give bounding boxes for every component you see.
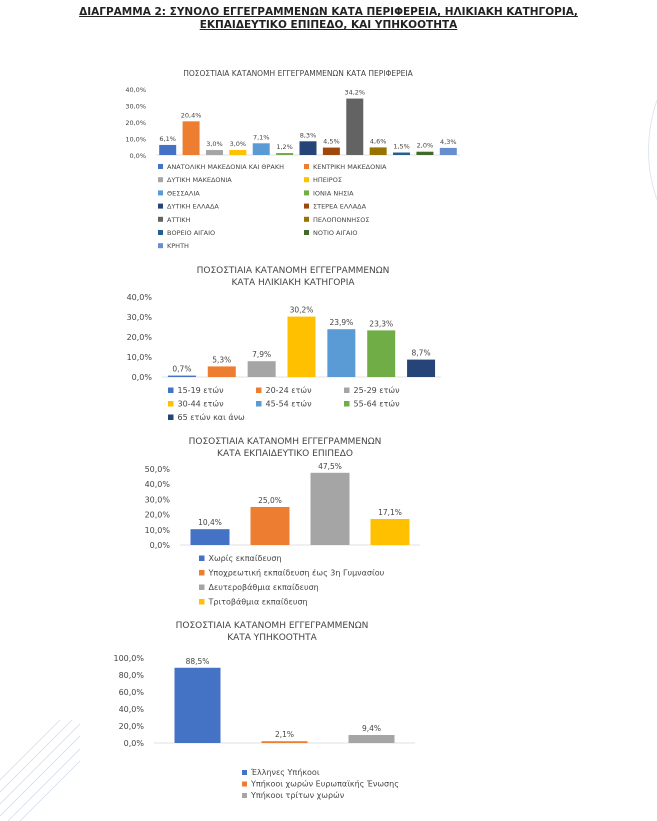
legend-swatch [304, 190, 309, 195]
chart-subtitle: ΚΑΤΑ ΕΚΠΑΙΔΕΥΤΙΚΟ ΕΠΙΠΕΔΟ [217, 449, 353, 459]
legend-entry: Χωρίς εκπαίδευση [208, 554, 282, 563]
legend-entry: Υπήκοοι τρίτων χωρών [251, 791, 345, 800]
bar-value-label: 2,1% [274, 730, 295, 740]
y-tick-label: 30,0% [126, 313, 152, 322]
legend-swatch [158, 204, 163, 209]
bar-value-label: 30,2% [289, 305, 314, 315]
legend-swatch [158, 217, 163, 222]
legend-swatch [304, 164, 309, 169]
legend-entry: ΚΕΝΤΡΙΚΗ ΜΑΚΕΔΟΝΙΑ [313, 163, 387, 171]
y-tick-label: 40,0% [125, 86, 146, 94]
page-title-line-1: ΔΙΑΓΡΑΜΜΑ 2: ΣΥΝΟΛΟ ΕΓΓΕΓΡΑΜΜΕΝΩΝ ΚΑΤΑ ΠΕΡΙΦΕΡΕΙΑ, ΗΛΙΚΙΑΚΗ ΚΑΤΗΓΟΡΙΑ, [79, 6, 578, 18]
bar-13 [440, 148, 457, 155]
age-chart [118, 260, 473, 432]
bar-4 [371, 519, 410, 545]
bar-value-label: 25,0% [258, 496, 282, 505]
legend-swatch [158, 177, 163, 182]
legend-entry: Έλληνες Υπήκοοι [251, 768, 320, 777]
region-chart [118, 62, 478, 270]
legend-entry: ΑΤΤΙΚΗ [167, 215, 191, 224]
y-tick-label: 60,0% [118, 688, 144, 697]
legend-swatch [256, 401, 262, 407]
legend-swatch [199, 599, 205, 605]
legend-entry: ΣΤΕΡΕΑ ΕΛΛΑΔΑ [313, 202, 367, 211]
legend-entry: ΙΟΝΙΑ ΝΗΣΙΑ [313, 189, 354, 198]
bar-value-label: 23,9% [329, 318, 354, 328]
bar-value-label: 47,5% [318, 461, 342, 471]
y-tick-label: 20,0% [118, 722, 144, 731]
y-tick-label: 50,0% [144, 465, 170, 474]
citizenship-chart [113, 616, 456, 811]
bar-3 [248, 361, 276, 377]
bar-value-label: 17,1% [378, 508, 402, 518]
y-tick-label: 30,0% [125, 102, 146, 111]
page-title [0, 6, 657, 32]
y-tick-label: 10,0% [125, 135, 146, 144]
bar-4 [229, 150, 246, 155]
legend-swatch [199, 570, 205, 576]
bar-1 [175, 668, 221, 743]
bar-value-label: 4,6% [369, 137, 387, 146]
bar-value-label: 1,5% [393, 142, 410, 151]
y-tick-label: 10,0% [126, 353, 152, 362]
y-tick-label: 20,0% [125, 119, 146, 127]
legend-swatch [168, 388, 174, 394]
chart-title: ΠΟΣΟΣΤΙΑΙΑ ΚΑΤΑΝΟΜΗ ΕΓΓΕΓΡΑΜΜΕΝΩΝ [188, 437, 382, 447]
bar-2 [183, 121, 200, 155]
legend-swatch [304, 177, 309, 182]
y-tick-label: 40,0% [144, 480, 170, 490]
bar-9 [346, 99, 363, 155]
legend-swatch [344, 388, 350, 394]
legend-entry: Υπήκοοι χωρών Ευρωπαϊκής Ένωσης [251, 779, 399, 789]
bar-3 [349, 735, 395, 743]
legend-entry: ΝΟΤΙΟ ΑΙΓΑΙΟ [313, 229, 358, 237]
bar-value-label: 34,2% [344, 88, 366, 97]
bar-10 [370, 147, 387, 155]
bar-4 [288, 317, 316, 377]
bar-value-label: 3,0% [229, 140, 247, 149]
legend-swatch [242, 793, 247, 798]
legend-entry: ΔΥΤΙΚΗ ΜΑΚΕΔΟΝΙΑ [167, 176, 232, 185]
legend-swatch [344, 401, 350, 407]
y-tick-label: 0,0% [131, 373, 152, 382]
bar-value-label: 23,3% [369, 319, 394, 329]
legend-entry: 25-29 ετών [353, 386, 400, 395]
legend-swatch [158, 230, 163, 235]
y-tick-label: 40,0% [126, 293, 152, 302]
bar-value-label: 1,2% [276, 143, 293, 152]
legend-entry: Δευτεροβάθμια εκπαίδευση [208, 583, 319, 592]
legend-swatch [168, 401, 174, 407]
bar-1 [191, 529, 230, 545]
legend-entry: ΠΕΛΟΠΟΝΝΗΣΟΣ [313, 215, 370, 224]
y-tick-label: 0,0% [149, 541, 170, 550]
bar-6 [367, 330, 395, 377]
bar-value-label: 8,7% [411, 348, 431, 358]
legend-swatch [158, 190, 163, 195]
bar-value-label: 9,4% [361, 724, 382, 734]
legend-swatch [168, 415, 174, 421]
bar-value-label: 20,4% [180, 111, 202, 120]
legend-entry: ΒΟΡΕΙΟ ΑΙΓΑΙΟ [167, 229, 216, 237]
bar-2 [208, 366, 236, 377]
legend-entry: Τριτοβάθμια εκπαίδευση [208, 597, 308, 607]
y-tick-label: 0,0% [129, 152, 146, 160]
legend-swatch [304, 204, 309, 209]
legend-swatch [304, 217, 309, 222]
y-tick-label: 20,0% [126, 333, 152, 342]
bar-value-label: 6,1% [159, 134, 176, 143]
chart-title: ΠΟΣΟΣΤΙΑΙΑ ΚΑΤΑΝΟΜΗ ΕΓΓΕΓΡΑΜΜΕΝΩΝ [175, 621, 369, 631]
legend-swatch [158, 243, 163, 248]
bar-3 [311, 473, 350, 545]
bar-2 [251, 507, 290, 545]
y-tick-label: 100,0% [113, 654, 144, 663]
legend-swatch [199, 585, 205, 591]
bar-value-label: 88,5% [185, 656, 210, 666]
bar-value-label: 8,3% [299, 131, 317, 140]
legend-swatch [256, 388, 262, 394]
y-tick-label: 0,0% [123, 739, 144, 748]
legend-entry: Υποχρεωτική εκπαίδευση έως 3η Γυμνασίου [208, 568, 385, 578]
bar-8 [323, 148, 340, 155]
legend-swatch [304, 230, 309, 235]
legend-swatch [158, 164, 163, 169]
legend-swatch [199, 556, 205, 562]
y-tick-label: 10,0% [144, 525, 170, 535]
bar-1 [168, 376, 196, 377]
bar-value-label: 7,9% [252, 350, 272, 360]
bar-7 [300, 141, 317, 155]
decorative-corner-lines [0, 720, 80, 821]
chart-subtitle: ΚΑΤΑ ΥΠΗΚΟΟΤΗΤΑ [227, 633, 317, 643]
bar-5 [253, 143, 270, 155]
bar-value-label: 4,3% [440, 137, 457, 146]
y-tick-label: 30,0% [144, 495, 170, 505]
y-tick-label: 40,0% [118, 705, 144, 714]
bar-value-label: 0,7% [172, 364, 192, 374]
legend-swatch [242, 782, 247, 787]
bar-12 [416, 152, 433, 155]
legend-entry: ΘΕΣΣΑΛΙΑ [167, 189, 200, 198]
bar-value-label: 10,4% [198, 518, 222, 528]
y-tick-label: 20,0% [144, 510, 170, 520]
page-title-line-2: ΕΚΠΑΙΔΕΥΤΙΚΟ ΕΠΙΠΕΔΟ, ΚΑΙ ΥΠΗΚΟΟΤΗΤΑ [199, 19, 458, 31]
legend-entry: ΚΡΗΤΗ [167, 242, 189, 251]
legend-entry: 20-24 ετών [265, 386, 312, 395]
bar-2 [262, 741, 308, 743]
bar-value-label: 7,1% [252, 133, 270, 142]
bar-value-label: 2,0% [416, 141, 434, 150]
bar-11 [393, 153, 410, 155]
chart-title: ΠΟΣΟΣΤΙΑΙΑ ΚΑΤΑΝΟΜΗ ΕΓΓΕΓΡΑΜΜΕΝΩΝ ΚΑΤΑ ΠΕΡΙΦΕΡΕΙΑ [183, 69, 413, 78]
decorative-right-edge [620, 0, 657, 821]
legend-entry: ΗΠΕΙΡΟΣ [313, 176, 342, 185]
bar-6 [276, 153, 293, 155]
legend-swatch [242, 770, 247, 775]
bar-3 [206, 150, 223, 155]
bar-7 [407, 360, 435, 377]
chart-title: ΠΟΣΟΣΤΙΑΙΑ ΚΑΤΑΝΟΜΗ ΕΓΓΕΓΡΑΜΜΕΝΩΝ [196, 266, 390, 276]
legend-entry: ΔΥΤΙΚΗ ΕΛΛΑΔΑ [167, 202, 219, 211]
bar-value-label: 5,3% [212, 355, 232, 365]
bar-value-label: 3,0% [206, 140, 223, 149]
bar-5 [327, 329, 355, 377]
y-tick-label: 80,0% [118, 671, 144, 680]
legend-entry: 30-44 ετών [177, 399, 224, 409]
bar-value-label: 4,5% [323, 137, 340, 146]
legend-entry: 55-64 ετών [353, 399, 400, 409]
legend-entry: 65 ετών και άνω [177, 413, 245, 422]
legend-entry: 15-19 ετών [177, 386, 224, 395]
bar-1 [159, 145, 176, 155]
chart-subtitle: ΚΑΤΑ ΗΛΙΚΙΑΚΗ ΚΑΤΗΓΟΡΙΑ [231, 278, 355, 288]
legend-entry: 45-54 ετών [265, 399, 312, 409]
education-chart [120, 432, 450, 610]
legend-entry: ΑΝΑΤΟΛΙΚΗ ΜΑΚΕΔΟΝΙΑ ΚΑΙ ΘΡΑΚΗ [167, 163, 285, 171]
